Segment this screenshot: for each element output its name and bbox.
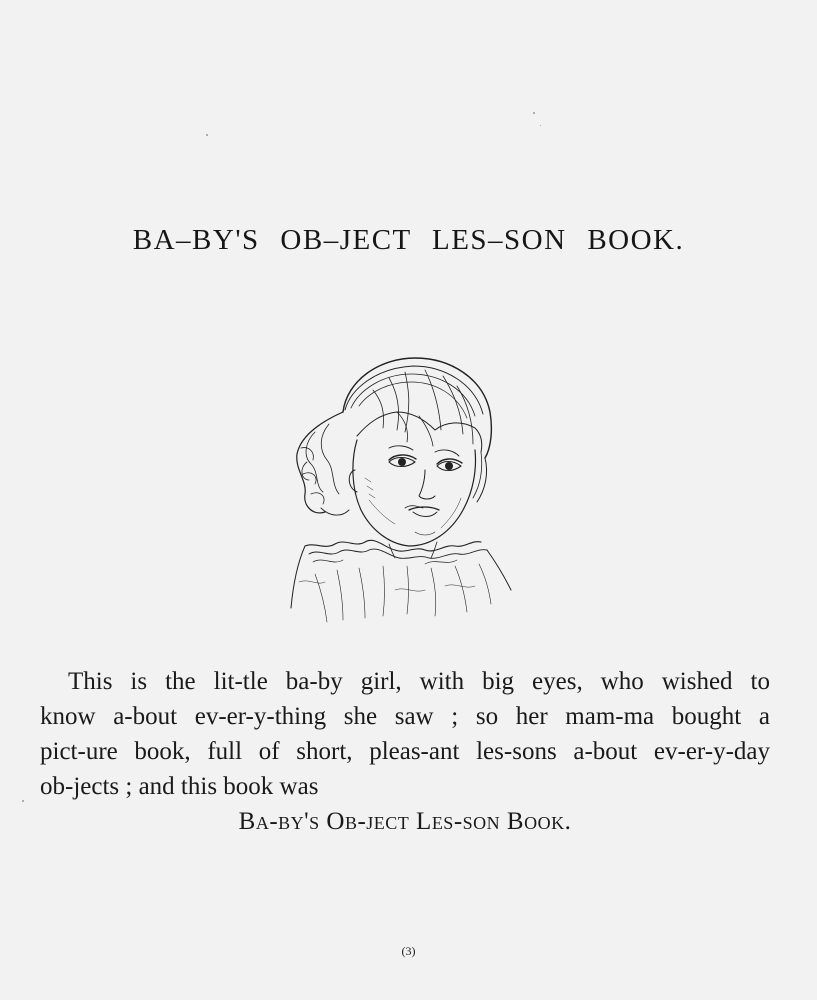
child-portrait-engraving-icon	[285, 350, 520, 630]
paragraph-line: pict-ure book, full of short, pleas-ant les-sons a-bout ev-er-y-day	[40, 738, 770, 765]
body-paragraph	[40, 664, 770, 839]
paragraph-line: ob-jects ; and this book was	[40, 773, 319, 800]
paper-speck	[540, 125, 541, 126]
closing-book-title: Ba-by's Ob-ject Les-son Book.	[238, 808, 572, 835]
page-number: (3)	[401, 944, 416, 958]
paragraph-line: know a-bout ev-er-y-thing she saw ; so her mam-ma bought a	[40, 703, 770, 730]
paragraph-line: This is the lit-tle ba-by girl, with big eyes, who wished to	[68, 668, 770, 695]
page-title: BA–BY'S OB–JECT LES–SON BOOK.	[132, 224, 685, 256]
paper-speck	[533, 112, 535, 114]
paper-speck	[206, 134, 208, 136]
paper-speck	[22, 800, 24, 802]
